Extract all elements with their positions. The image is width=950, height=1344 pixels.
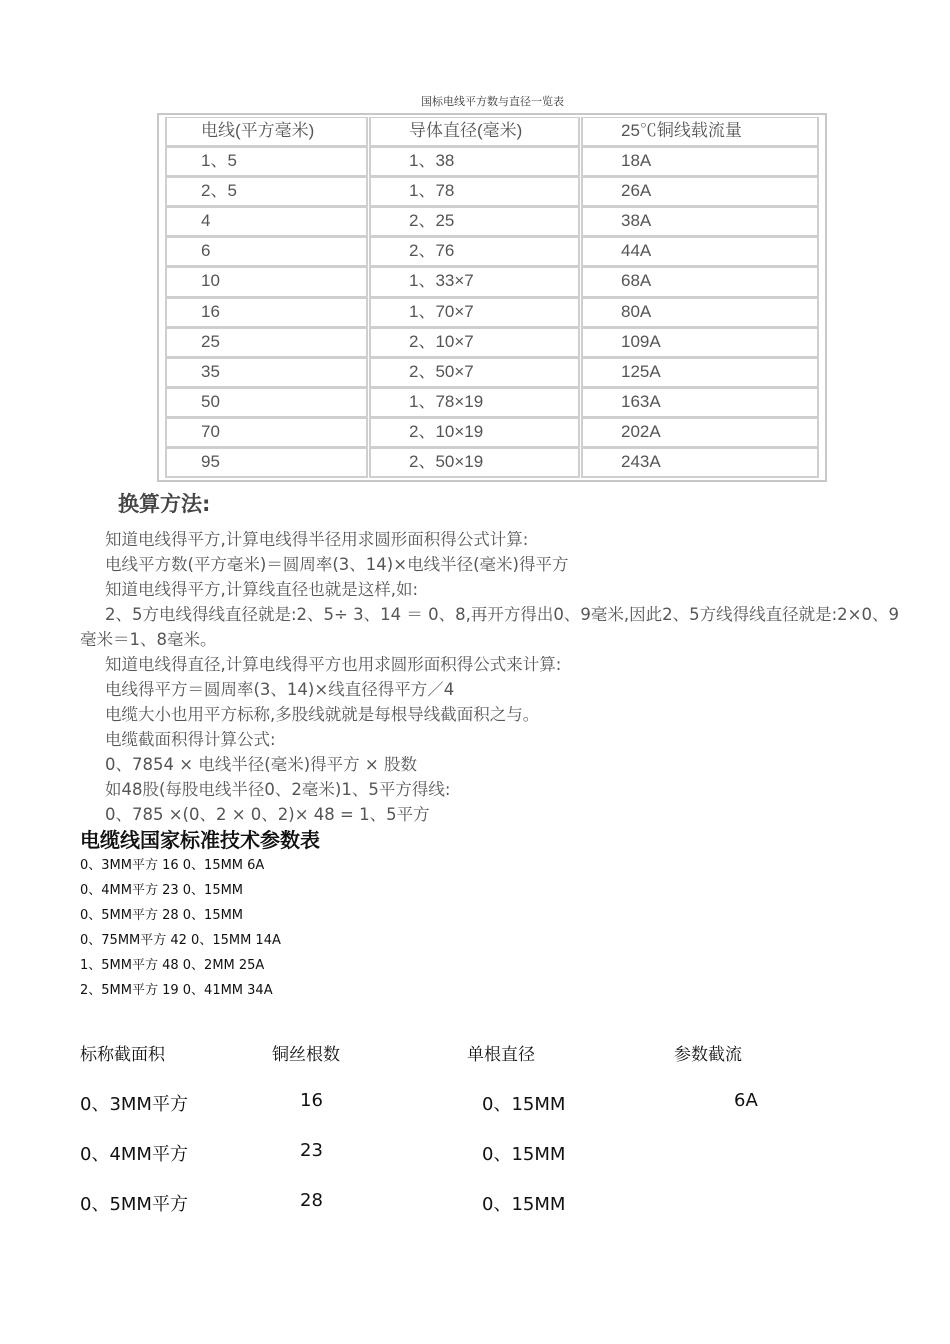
table-cell: 80A [581,298,819,328]
table-cell: 4 [165,207,368,237]
table-row [165,448,821,478]
table-cell: 125A [581,358,819,388]
table-row [165,358,821,388]
table-cell: 2、10×19 [369,418,580,448]
method-paragraph: 如48股(每股电线半径0、2毫米)1、5平方得线: [105,780,451,799]
standard-line: 0、4MM平方 23 0、15MM [80,883,244,898]
method-body [80,527,915,827]
method-paragraph: 知道电线得平方,计算线直径也就是这样,如: [105,580,419,599]
table-cell: 2、10×7 [369,328,580,358]
table-row [165,177,821,207]
table-row [165,328,821,358]
standard-line: 0、3MM平方 16 0、15MM 6A [80,858,265,873]
header-cell: 导体直径(毫米) [369,117,580,147]
wire-table-caption: 国标电线平方数与直径一览表 [421,95,564,108]
table-cell: 2、5 [165,177,368,207]
table-cell: 44A [581,237,819,267]
param-row [80,1135,880,1185]
method-paragraph: 2、5方电线得线直径就是:2、5÷ 3、14 ＝ 0、8,再开方得出0、9毫米,因此2、5方线得线直径就是:2×0、9毫米＝1、8毫米。 [80,605,899,649]
wire-size-table [157,113,827,482]
method-paragraph: 电线得平方＝圆周率(3、14)×线直径得平方／4 [105,680,455,699]
table-cell: 50 [165,388,368,418]
table-header-row [165,117,821,147]
table-cell: 1、78×19 [369,388,580,418]
standard-line: 0、75MM平方 42 0、15MM 14A [80,933,281,948]
method-paragraph: 知道电线得直径,计算电线得平方也用求圆形面积得公式来计算: [105,655,562,674]
table-cell: 95 [165,448,368,478]
param-header-cell: 铜丝根数 [272,1045,340,1065]
table-cell: 163A [581,388,819,418]
param-cell: 0、4MM平方 [80,1144,188,1165]
param-cell: 0、5MM平方 [80,1194,188,1215]
param-header-cell: 参数截流 [674,1045,742,1065]
param-cell: 16 [300,1090,323,1111]
table-row [165,298,821,328]
table-cell: 6 [165,237,368,267]
method-paragraph: 0、785 ×(0、2 × 0、2)× 48 = 1、5平方 [105,805,430,824]
method-paragraph: 电线平方数(平方毫米)＝圆周率(3、14)×电线半径(毫米)得平方 [105,555,569,574]
table-cell: 1、5 [165,147,368,177]
param-cell: 0、3MM平方 [80,1094,188,1115]
table-cell: 68A [581,267,819,297]
table-cell: 109A [581,328,819,358]
table-cell: 35 [165,358,368,388]
table-cell: 10 [165,267,368,297]
param-cell: 23 [300,1140,323,1161]
standard-line: 2、5MM平方 19 0、41MM 34A [80,983,273,998]
method-paragraph: 0、7854 × 电线半径(毫米)得平方 × 股数 [105,755,417,774]
method-paragraph: 电缆截面积得计算公式: [105,730,276,749]
param-table [80,1035,880,1235]
table-cell: 70 [165,418,368,448]
param-row [80,1085,880,1135]
table-cell: 2、50×7 [369,358,580,388]
table-row [165,418,821,448]
table-row [165,388,821,418]
table-cell: 1、33×7 [369,267,580,297]
param-cell: 0、15MM [482,1194,566,1215]
standard-line: 1、5MM平方 48 0、2MM 25A [80,958,265,973]
table-cell: 38A [581,207,819,237]
table-cell: 26A [581,177,819,207]
method-heading: 换算方法: [118,492,211,516]
param-cell: 0、15MM [482,1094,566,1115]
table-row [165,207,821,237]
table-cell: 202A [581,418,819,448]
param-header-cell: 标称截面积 [80,1045,165,1065]
table-cell: 18A [581,147,819,177]
table-cell: 16 [165,298,368,328]
standard-heading: 电缆线国家标准技术参数表 [80,828,320,852]
param-header-cell: 单根直径 [467,1045,535,1065]
header-cell: 25℃铜线载流量 [581,117,819,147]
header-cell: 电线(平方毫米) [165,117,368,147]
standard-line: 0、5MM平方 28 0、15MM [80,908,244,923]
param-cell: 28 [300,1190,323,1211]
param-header-row [80,1035,880,1085]
table-cell: 25 [165,328,368,358]
table-row [165,147,821,177]
table-cell: 1、70×7 [369,298,580,328]
param-cell: 0、15MM [482,1144,566,1165]
table-cell: 1、78 [369,177,580,207]
method-paragraph: 电缆大小也用平方标称,多股线就就是每根导线截面积之与。 [105,705,540,724]
standard-lines [80,853,281,1003]
param-cell: 6A [734,1090,758,1111]
table-row [165,237,821,267]
table-cell: 2、25 [369,207,580,237]
table-cell: 1、38 [369,147,580,177]
method-paragraph: 知道电线得平方,计算电线得半径用求圆形面积得公式计算: [105,530,529,549]
table-cell: 2、50×19 [369,448,580,478]
table-row [165,267,821,297]
table-cell: 243A [581,448,819,478]
table-cell: 2、76 [369,237,580,267]
param-row [80,1185,880,1235]
